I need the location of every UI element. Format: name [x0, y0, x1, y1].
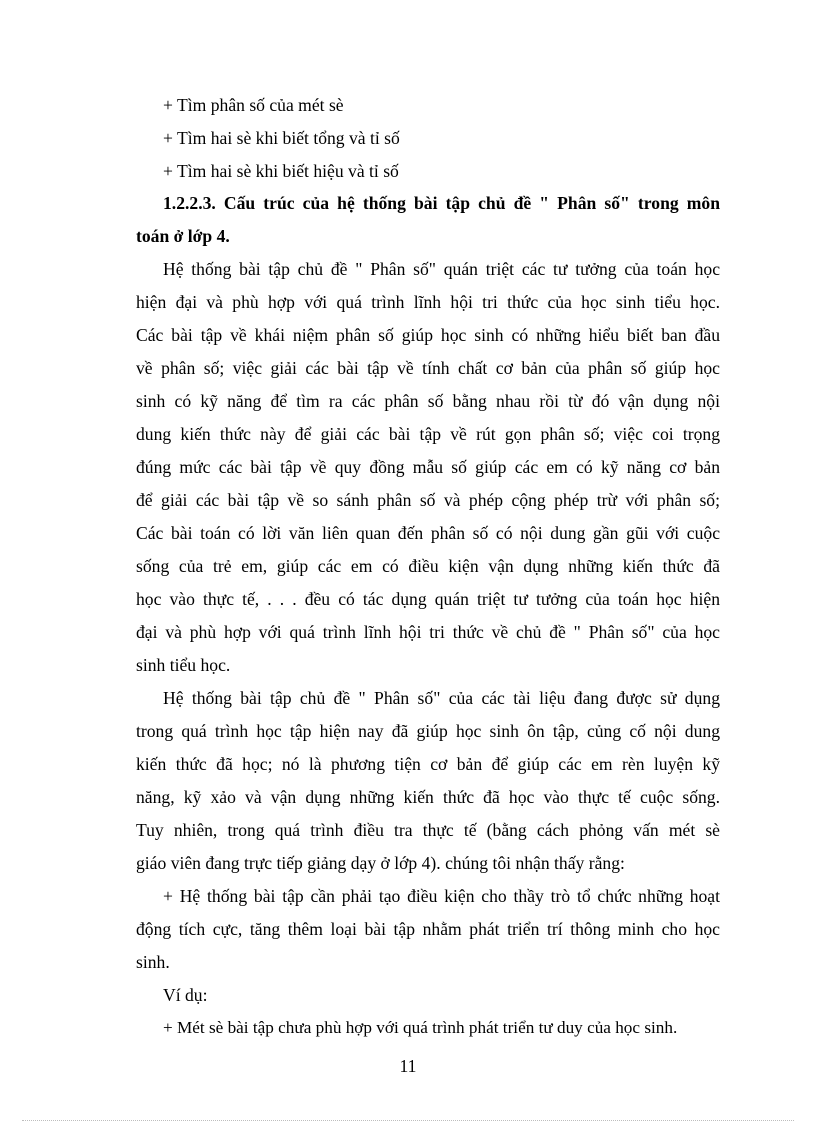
example-label: Ví dụ:	[163, 985, 208, 1005]
section-heading-line-1: 1.2.2.3. Cấu trúc của hệ thống bài tập chủ đề " Phân số" trong môn	[163, 193, 720, 213]
paragraph-2-line-1: Hệ thống bài tập chủ đề " Phân số" của các tài liệu đang được sử dụng	[163, 688, 720, 708]
list-item-2: + Tìm hai sè khi biết tổng và tỉ số	[163, 128, 400, 148]
paragraph-2-line-5: Tuy nhiên, trong quá trình điều tra thực tế (bằng cách phỏng vấn mét sè	[136, 820, 720, 840]
paragraph-1-line-13: sinh tiểu học.	[136, 655, 231, 675]
paragraph-1-line-5: sinh có kỹ năng để tìm ra các phân số bằng nhau rồi từ đó vận dụng nội	[136, 391, 720, 411]
paragraph-1-line-6: dung kiến thức này để giải các bài tập về rút gọn phân số; việc coi trọng	[136, 424, 720, 444]
paragraph-1-line-11: học vào thực tế, . . . đều có tác dụng quán triệt tư tưởng của toán học hiện	[136, 589, 720, 609]
paragraph-1-line-3: Các bài tập về khái niệm phân số giúp học sinh có những hiểu biết ban đầu	[136, 325, 720, 345]
list-item-1: + Tìm phân số của mét sè	[163, 95, 344, 115]
paragraph-1-line-12: đại và phù hợp với quá trình lĩnh hội tri thức về chủ đề " Phân số" của học	[136, 622, 720, 642]
list-item-3: + Tìm hai sè khi biết hiệu và tỉ số	[163, 161, 399, 181]
paragraph-2-line-4: năng, kỹ xảo và vận dụng những kiến thức đã học vào thực tế cuộc sống.	[136, 787, 720, 807]
paragraph-1-line-8: để giải các bài tập về so sánh phân số và phép cộng phép trừ với phân số;	[136, 490, 720, 510]
section-heading-line-2: toán ở lớp 4.	[136, 226, 230, 246]
paragraph-1-line-1: Hệ thống bài tập chủ đề " Phân số" quán triệt các tư tưởng của toán học	[163, 259, 720, 279]
paragraph-1-line-7: đúng mức các bài tập về quy đồng mẫu số giúp các em có kỹ năng cơ bản	[136, 457, 720, 477]
paragraph-1-line-10: sống của trẻ em, giúp các em có điều kiện vận dụng những kiến thức đã	[136, 556, 720, 576]
paragraph-2-line-2: trong quá trình học tập hiện nay đã giúp học sinh ôn tập, củng cố nội dung	[136, 721, 720, 741]
paragraph-2-line-6: giáo viên đang trực tiếp giảng dạy ở lớp 4). chúng tôi nhận thấy rằng:	[136, 853, 625, 873]
page-number: 11	[399, 1056, 417, 1076]
paragraph-2-line-3: kiến thức đã học; nó là phương tiện cơ bản để giúp các em rèn luyện kỹ	[136, 754, 720, 774]
footer-divider	[22, 1120, 794, 1121]
bullet-1-line-2: động tích cực, tăng thêm loại bài tập nhằm phát triển trí thông minh cho học	[136, 919, 720, 939]
paragraph-1-line-9: Các bài toán có lời văn liên quan đến phân số có nội dung gần gũi với cuộc	[136, 523, 720, 543]
paragraph-1-line-2: hiện đại và phù hợp với quá trình lĩnh hội tri thức của học sinh tiểu học.	[136, 292, 720, 312]
bullet-1-line-1: + Hệ thống bài tập cần phải tạo điều kiện cho thầy trò tổ chức những hoạt	[163, 886, 720, 906]
bullet-2: + Mét sè bài tập chưa phù hợp với quá trình phát triển tư duy của học sinh.	[163, 1018, 678, 1037]
bullet-1-line-3: sinh.	[136, 952, 170, 972]
paragraph-1-line-4: về phân số; việc giải các bài tập về tính chất cơ bản của phân số giúp học	[136, 358, 720, 378]
